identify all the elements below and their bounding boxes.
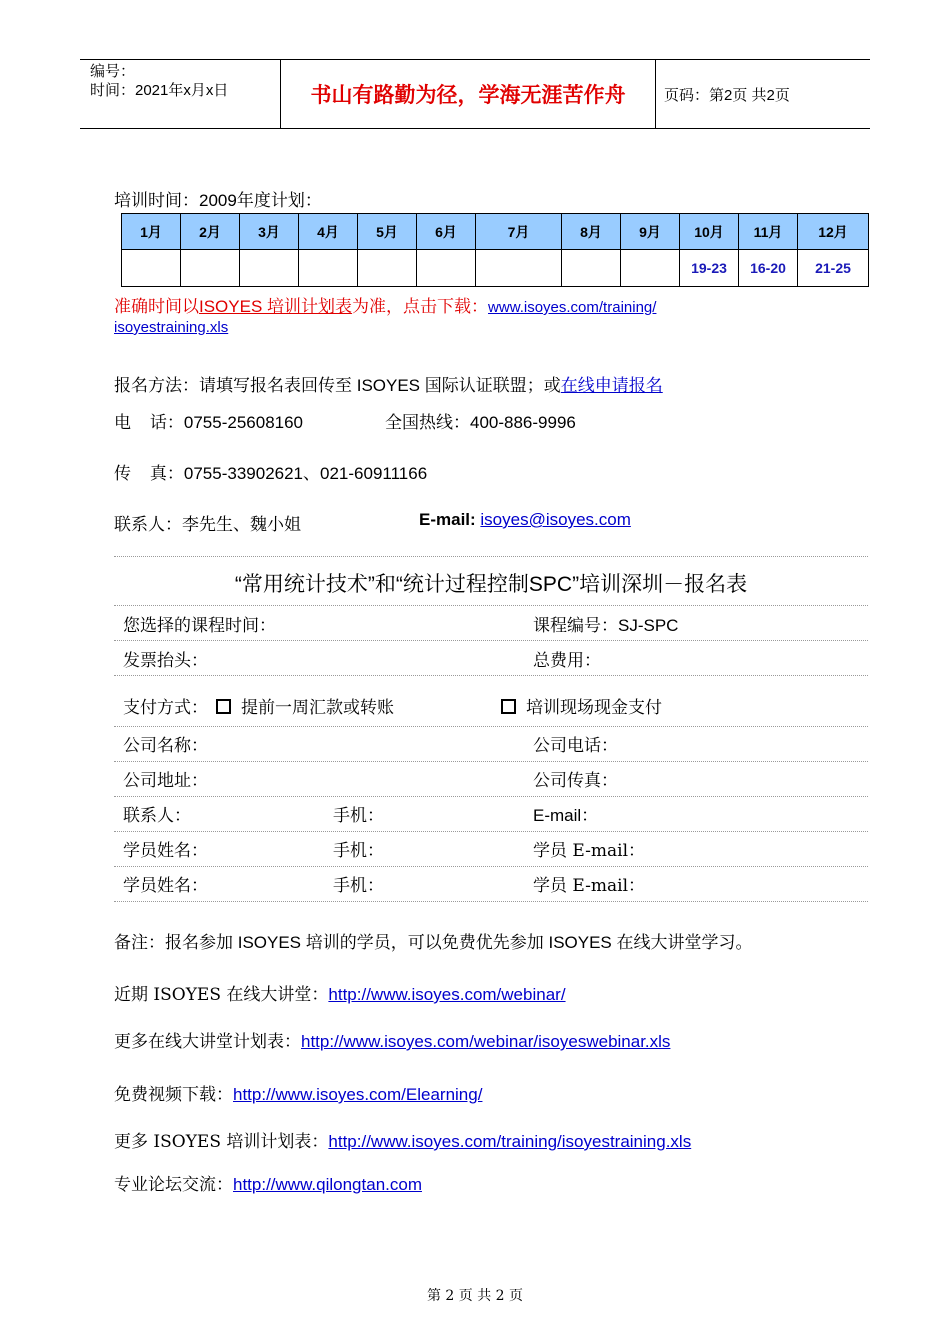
student-mobile-field[interactable]: 手机：	[333, 876, 384, 896]
remark-link-label: 更多 ISOYES 培训计划表：	[114, 1132, 329, 1152]
remark-link-row	[114, 1127, 691, 1152]
student-name-field[interactable]: 学员姓名：	[123, 841, 208, 861]
elearning-link[interactable]: http://www.isoyes.com/Elearning/	[233, 1085, 483, 1104]
training-plan-link[interactable]: ISOYES 培训计划表	[199, 297, 353, 316]
forum-link[interactable]: http://www.qilongtan.com	[233, 1175, 422, 1194]
date-cell	[240, 250, 299, 287]
course-time-field[interactable]: 您选择的课程时间：	[123, 616, 276, 636]
pay-option1-label: 提前一周汇款或转账	[241, 698, 394, 718]
company-name-field[interactable]: 公司名称：	[123, 736, 208, 756]
month-cell: 2月	[181, 214, 240, 250]
month-cell: 12月	[798, 214, 869, 250]
training-plan-xls-link[interactable]: http://www.isoyes.com/training/isoyestraining.xls	[328, 1132, 692, 1151]
page-footer: 第 2 页 共 2 页	[426, 1288, 524, 1304]
divider	[114, 675, 868, 676]
month-cell: 5月	[358, 214, 417, 250]
pay-option2-checkbox[interactable]	[501, 699, 516, 714]
month-cell: 9月	[621, 214, 680, 250]
schedule-header-row	[122, 214, 869, 250]
student-mobile-field[interactable]: 手机：	[333, 841, 384, 861]
month-cell: 10月	[680, 214, 739, 250]
pay-option2-label: 培训现场现金支付	[526, 698, 662, 718]
contact-email-field[interactable]: E-mail：	[533, 806, 599, 825]
schedule-dates-row	[122, 250, 869, 287]
remark-link-row	[114, 1170, 422, 1195]
month-cell: 3月	[240, 214, 299, 250]
student-email-field[interactable]: 学员 E-mail：	[533, 841, 646, 861]
divider	[114, 831, 868, 832]
doc-time-label: 时间：2021年x月x日	[90, 82, 229, 99]
header-divider	[655, 60, 656, 128]
doc-number-label: 编号：	[90, 63, 136, 80]
webinar-link[interactable]: http://www.isoyes.com/webinar/	[328, 985, 566, 1004]
month-cell: 8月	[562, 214, 621, 250]
date-cell	[476, 250, 562, 287]
payment-label-text: 支付方式：	[123, 698, 208, 718]
divider	[114, 901, 868, 902]
fax-text: 传 真：0755-33902621、021-60911166	[114, 464, 428, 483]
divider	[114, 726, 868, 727]
page-header	[80, 59, 870, 129]
company-phone-field[interactable]: 公司电话：	[533, 736, 618, 756]
signup-text: 报名方法：请填写报名表回传至 ISOYES 国际认证联盟；或	[114, 376, 561, 395]
date-cell: 16-20	[739, 250, 798, 287]
date-cell	[181, 250, 240, 287]
month-cell: 11月	[739, 214, 798, 250]
date-cell	[562, 250, 621, 287]
contact-person-text: 联系人：李先生、魏小姐	[114, 515, 301, 534]
divider	[114, 761, 868, 762]
remark-link-row	[114, 980, 566, 1005]
remark-link-row	[114, 1027, 670, 1052]
student-name-field[interactable]: 学员姓名：	[123, 876, 208, 896]
pay-option1-checkbox[interactable]	[216, 699, 231, 714]
date-cell	[299, 250, 358, 287]
date-cell: 21-25	[798, 250, 869, 287]
date-cell	[417, 250, 476, 287]
invoice-field[interactable]: 发票抬头：	[123, 651, 208, 671]
remark-link-label: 近期 ISOYES 在线大讲堂：	[114, 985, 329, 1005]
email-label: E-mail:	[419, 510, 481, 529]
hotline-text: 全国热线：400-886-9996	[385, 413, 576, 432]
divider	[114, 866, 868, 867]
date-cell: 19-23	[680, 250, 739, 287]
notice-prefix: 准确时间以	[114, 297, 199, 317]
webinar-plan-link[interactable]: http://www.isoyes.com/webinar/isoyeswebinar.xls	[301, 1032, 671, 1051]
divider	[114, 796, 868, 797]
online-signup-link[interactable]: 在线申请报名	[560, 376, 663, 395]
schedule-label: 培训时间：2009年度计划：	[114, 191, 322, 210]
month-cell: 6月	[417, 214, 476, 250]
payment-label	[123, 693, 394, 718]
month-cell: 4月	[299, 214, 358, 250]
company-fax-field[interactable]: 公司传真：	[533, 771, 618, 791]
contact-mobile-field[interactable]: 手机：	[333, 806, 384, 826]
date-cell	[122, 250, 181, 287]
remark-link-label: 更多在线大讲堂计划表：	[114, 1032, 301, 1052]
total-fee-field[interactable]: 总费用：	[533, 651, 601, 671]
company-address-field[interactable]: 公司地址：	[123, 771, 208, 791]
training-download-link[interactable]: www.isoyes.com/training/	[488, 299, 657, 316]
remarks-note: 备注：报名参加 ISOYES 培训的学员，可以免费优先参加 ISOYES 在线大讲堂学习。	[114, 933, 753, 952]
remark-link-label: 专业论坛交流：	[114, 1175, 233, 1195]
signup-method	[114, 371, 663, 396]
notice-middle: 为准，点击下载：	[352, 297, 489, 317]
email-line	[419, 510, 631, 530]
remark-link-row	[114, 1080, 482, 1105]
form-title: “常用统计技术”和“统计过程控制SPC”培训深圳－报名表	[234, 573, 748, 596]
email-link[interactable]: isoyes@isoyes.com	[480, 510, 631, 529]
date-cell	[621, 250, 680, 287]
schedule-notice-cont	[114, 317, 228, 337]
pay-option2	[499, 693, 662, 718]
date-cell	[358, 250, 417, 287]
remark-link-label: 免费视频下载：	[114, 1085, 233, 1105]
divider	[114, 556, 868, 557]
header-meta	[90, 62, 228, 100]
month-cell: 1月	[122, 214, 181, 250]
divider	[114, 640, 868, 641]
schedule-notice	[114, 292, 656, 317]
divider	[114, 605, 868, 606]
header-page-info: 页码：第2页 共2页	[664, 87, 790, 104]
header-motto: 书山有路勤为径，学海无涯苦作舟	[310, 82, 626, 107]
month-cell: 7月	[476, 214, 562, 250]
contact-person-field[interactable]: 联系人：	[123, 806, 191, 826]
training-download-link-cont[interactable]: isoyestraining.xls	[114, 319, 229, 336]
schedule-table	[121, 213, 869, 287]
student-email-field[interactable]: 学员 E-mail：	[533, 876, 646, 896]
course-code-field: 课程编号：SJ-SPC	[533, 616, 679, 635]
phone-text: 电 话：0755-25608160	[114, 413, 304, 432]
